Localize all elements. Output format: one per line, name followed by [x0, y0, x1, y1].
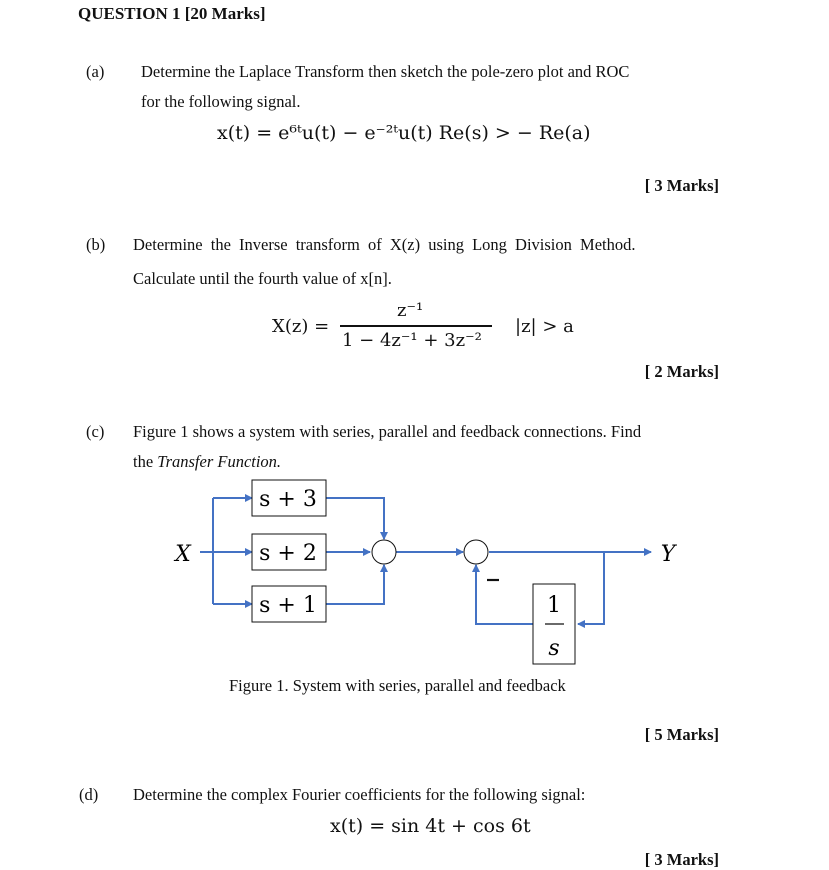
part-c-line2: the Transfer Function. — [133, 452, 282, 471]
input-label: X — [175, 542, 191, 567]
part-c-label: (c) — [86, 422, 105, 441]
part-d-label: (d) — [79, 785, 99, 804]
part-a-equation: x(t) = e⁶ᵗu(t) − e⁻²ᵗu(t) Re(s) > − Re(a) — [217, 122, 591, 144]
part-b-denominator: 1 − 4z⁻¹ + 3z⁻² — [342, 330, 482, 351]
figure-caption: Figure 1. System with series, parallel and feedback — [229, 676, 566, 695]
part-a-line1: Determine the Laplace Transform then sketch the pole-zero plot and ROC — [141, 62, 630, 81]
block2-label: s + 2 — [259, 541, 317, 566]
part-d-equation: x(t) = sin 4t + cos 6t — [330, 815, 531, 837]
feedback-to-sum2 — [476, 565, 533, 624]
feedback-denominator: s — [548, 636, 560, 661]
part-b-lhs: X(z) = — [272, 316, 330, 337]
part-d-marks: [ 3 Marks] — [644, 850, 719, 869]
part-a-line2: for the following signal. — [141, 92, 301, 111]
part-b-line1: Determine the Inverse transform of X(z) using Long Division Method. — [133, 235, 636, 254]
part-c-line1: Figure 1 shows a system with series, parallel and feedback connections. Find — [133, 422, 642, 441]
feedback-to-block — [578, 552, 604, 624]
part-b-marks: [ 2 Marks] — [644, 362, 719, 381]
part-a-label: (a) — [86, 62, 105, 81]
feedback-numerator: 1 — [547, 593, 561, 618]
block3-to-sum1 — [326, 565, 384, 604]
block3-label: s + 1 — [259, 593, 317, 618]
part-a-marks: [ 3 Marks] — [644, 176, 719, 195]
summing-junction-2 — [464, 540, 488, 564]
block1-label: s + 3 — [259, 487, 317, 512]
part-b-line2: Calculate until the fourth value of x[n]. — [133, 269, 392, 288]
block1-to-sum1 — [326, 498, 384, 539]
part-c-marks: [ 5 Marks] — [644, 725, 719, 744]
summing-junction-1 — [372, 540, 396, 564]
part-b-roc: |z| > a — [515, 316, 574, 337]
output-label: Y — [660, 542, 676, 567]
part-b-label: (b) — [86, 235, 106, 254]
part-b-numerator: z⁻¹ — [397, 300, 424, 321]
question-title: QUESTION 1 [20 Marks] — [78, 4, 266, 23]
part-d-line1: Determine the complex Fourier coefficients for the following signal: — [133, 785, 586, 804]
